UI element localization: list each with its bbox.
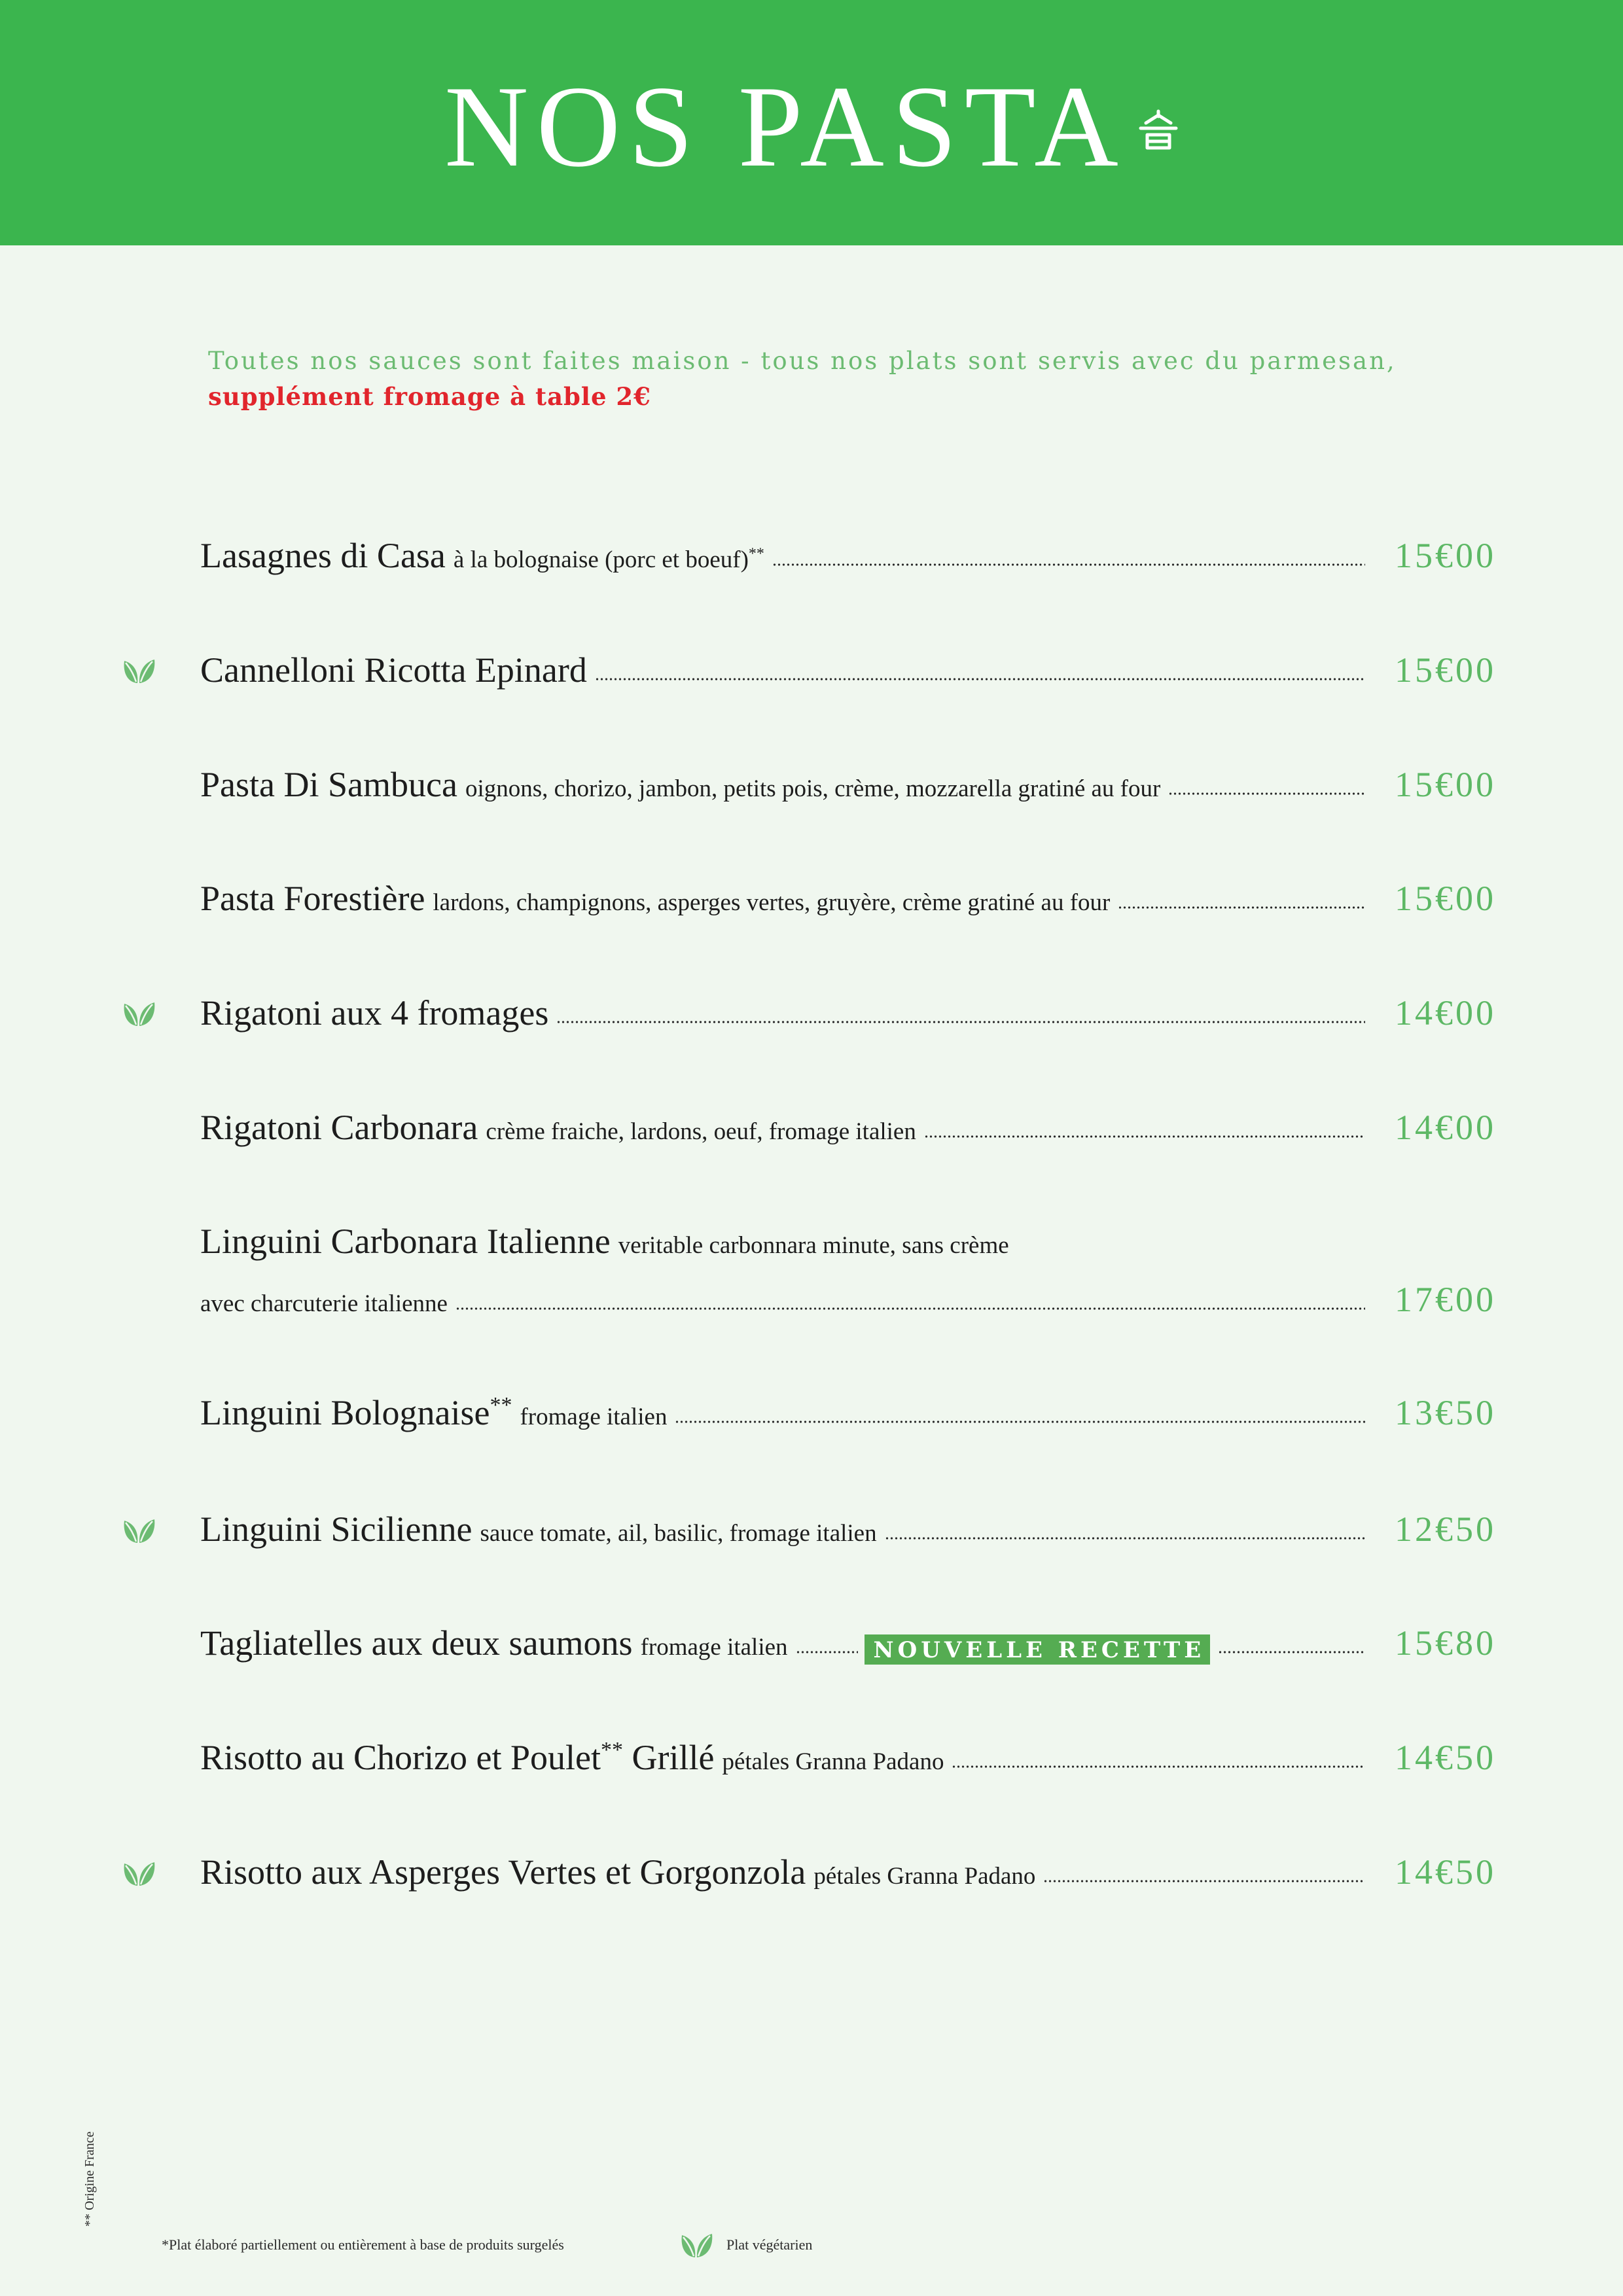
item-description: sauce tomate, ail, basilic, fromage italien <box>480 1520 877 1547</box>
item-name: Linguini Carbonara Italienne <box>200 1222 611 1261</box>
menu-item <box>200 1107 1496 1148</box>
menu-item-continuation <box>200 1279 1496 1320</box>
item-description: à la bolognaise (porc et boeuf)** <box>453 545 764 573</box>
leaf-icon <box>122 1000 156 1029</box>
dotted-leader <box>455 1307 1365 1310</box>
dotted-leader <box>1218 1651 1365 1653</box>
leaf-icon <box>679 2231 713 2260</box>
item-description: oignons, chorizo, jambon, petits pois, crème, mozzarella gratiné au four <box>465 775 1161 802</box>
dotted-leader <box>952 1765 1365 1768</box>
item-description: pétales Granna Padano <box>722 1748 944 1775</box>
menu-item <box>200 1392 1496 1433</box>
hanja-symbol-icon <box>1138 109 1179 150</box>
item-price: 13€50 <box>1395 1393 1496 1432</box>
item-description: fromage italien <box>640 1634 788 1661</box>
item-description: crème fraiche, lardons, oeuf, fromage italien <box>486 1118 916 1145</box>
item-price: 15€00 <box>1395 765 1496 804</box>
item-description: lardons, champignons, asperges vertes, gruyère, crème gratiné au four <box>433 889 1111 916</box>
menu-item <box>200 1623 1496 1663</box>
leaf-icon <box>122 657 156 686</box>
dotted-leader <box>1043 1880 1365 1882</box>
item-description-line2: avec charcuterie italienne <box>200 1290 448 1317</box>
intro-text <box>208 344 1452 414</box>
dotted-leader <box>885 1537 1365 1540</box>
item-description: fromage italien <box>520 1404 668 1430</box>
item-name: Cannelloni Ricotta Epinard <box>200 650 587 690</box>
item-price: 15€00 <box>1395 536 1496 575</box>
intro-sauces-note: Toutes nos sauces sont faites maison - tous nos plats sont servis avec du parmesan, <box>208 347 1397 375</box>
dotted-leader <box>924 1135 1365 1138</box>
item-price: 14€00 <box>1395 993 1496 1033</box>
item-price: 14€50 <box>1395 1852 1496 1892</box>
dotted-leader <box>1118 906 1365 909</box>
item-name: Lasagnes di Casa <box>200 536 446 575</box>
origin-note: ** Origine France <box>82 2131 97 2227</box>
item-description: pétales Granna Padano <box>813 1863 1036 1890</box>
menu-item <box>200 1852 1496 1892</box>
intro-cheese-supplement: supplément fromage à table 2€ <box>208 382 651 411</box>
item-price: 12€50 <box>1395 1510 1496 1549</box>
menu-item <box>200 878 1496 919</box>
item-name: Risotto au Chorizo et Poulet** Grillé <box>200 1738 715 1777</box>
vegetarian-legend: Plat végétarien <box>726 2236 813 2253</box>
menu-item <box>200 993 1496 1033</box>
dotted-leader <box>772 563 1365 566</box>
menu-item <box>200 650 1496 690</box>
item-name: Pasta Di Sambuca <box>200 765 457 804</box>
header-banner <box>0 0 1623 245</box>
frozen-products-note: *Plat élaboré partiellement ou entièrement à base de produits surgelés <box>162 2236 564 2253</box>
dotted-leader <box>595 678 1365 680</box>
item-description: veritable carbonnara minute, sans crème <box>618 1232 1009 1259</box>
item-name: Linguini Bolognaise** <box>200 1393 512 1432</box>
menu-item <box>200 1221 1496 1262</box>
item-name: Rigatoni Carbonara <box>200 1108 478 1147</box>
dotted-leader <box>1168 792 1365 795</box>
dotted-leader <box>675 1421 1365 1423</box>
leaf-icon <box>122 1517 156 1545</box>
item-price: 17€00 <box>1395 1280 1496 1319</box>
item-name: Rigatoni aux 4 fromages <box>200 993 549 1033</box>
item-price: 14€50 <box>1395 1738 1496 1777</box>
menu-item <box>200 535 1496 576</box>
menu-item <box>200 764 1496 805</box>
dotted-leader <box>796 1651 858 1653</box>
menu-item <box>200 1737 1496 1778</box>
dotted-leader <box>556 1021 1365 1023</box>
leaf-icon <box>122 1860 156 1888</box>
item-price: 15€00 <box>1395 879 1496 918</box>
item-price: 14€00 <box>1395 1108 1496 1147</box>
menu-item <box>200 1509 1496 1549</box>
page-title: NOS PASTA <box>444 61 1126 191</box>
item-name: Risotto aux Asperges Vertes et Gorgonzola <box>200 1852 806 1892</box>
item-price: 15€80 <box>1395 1623 1496 1663</box>
item-price: 15€00 <box>1395 650 1496 690</box>
item-name: Linguini Sicilienne <box>200 1510 473 1549</box>
item-name: Tagliatelles aux deux saumons <box>200 1623 633 1663</box>
new-recipe-badge: NOUVELLE RECETTE <box>865 1634 1211 1665</box>
item-name: Pasta Forestière <box>200 879 425 918</box>
